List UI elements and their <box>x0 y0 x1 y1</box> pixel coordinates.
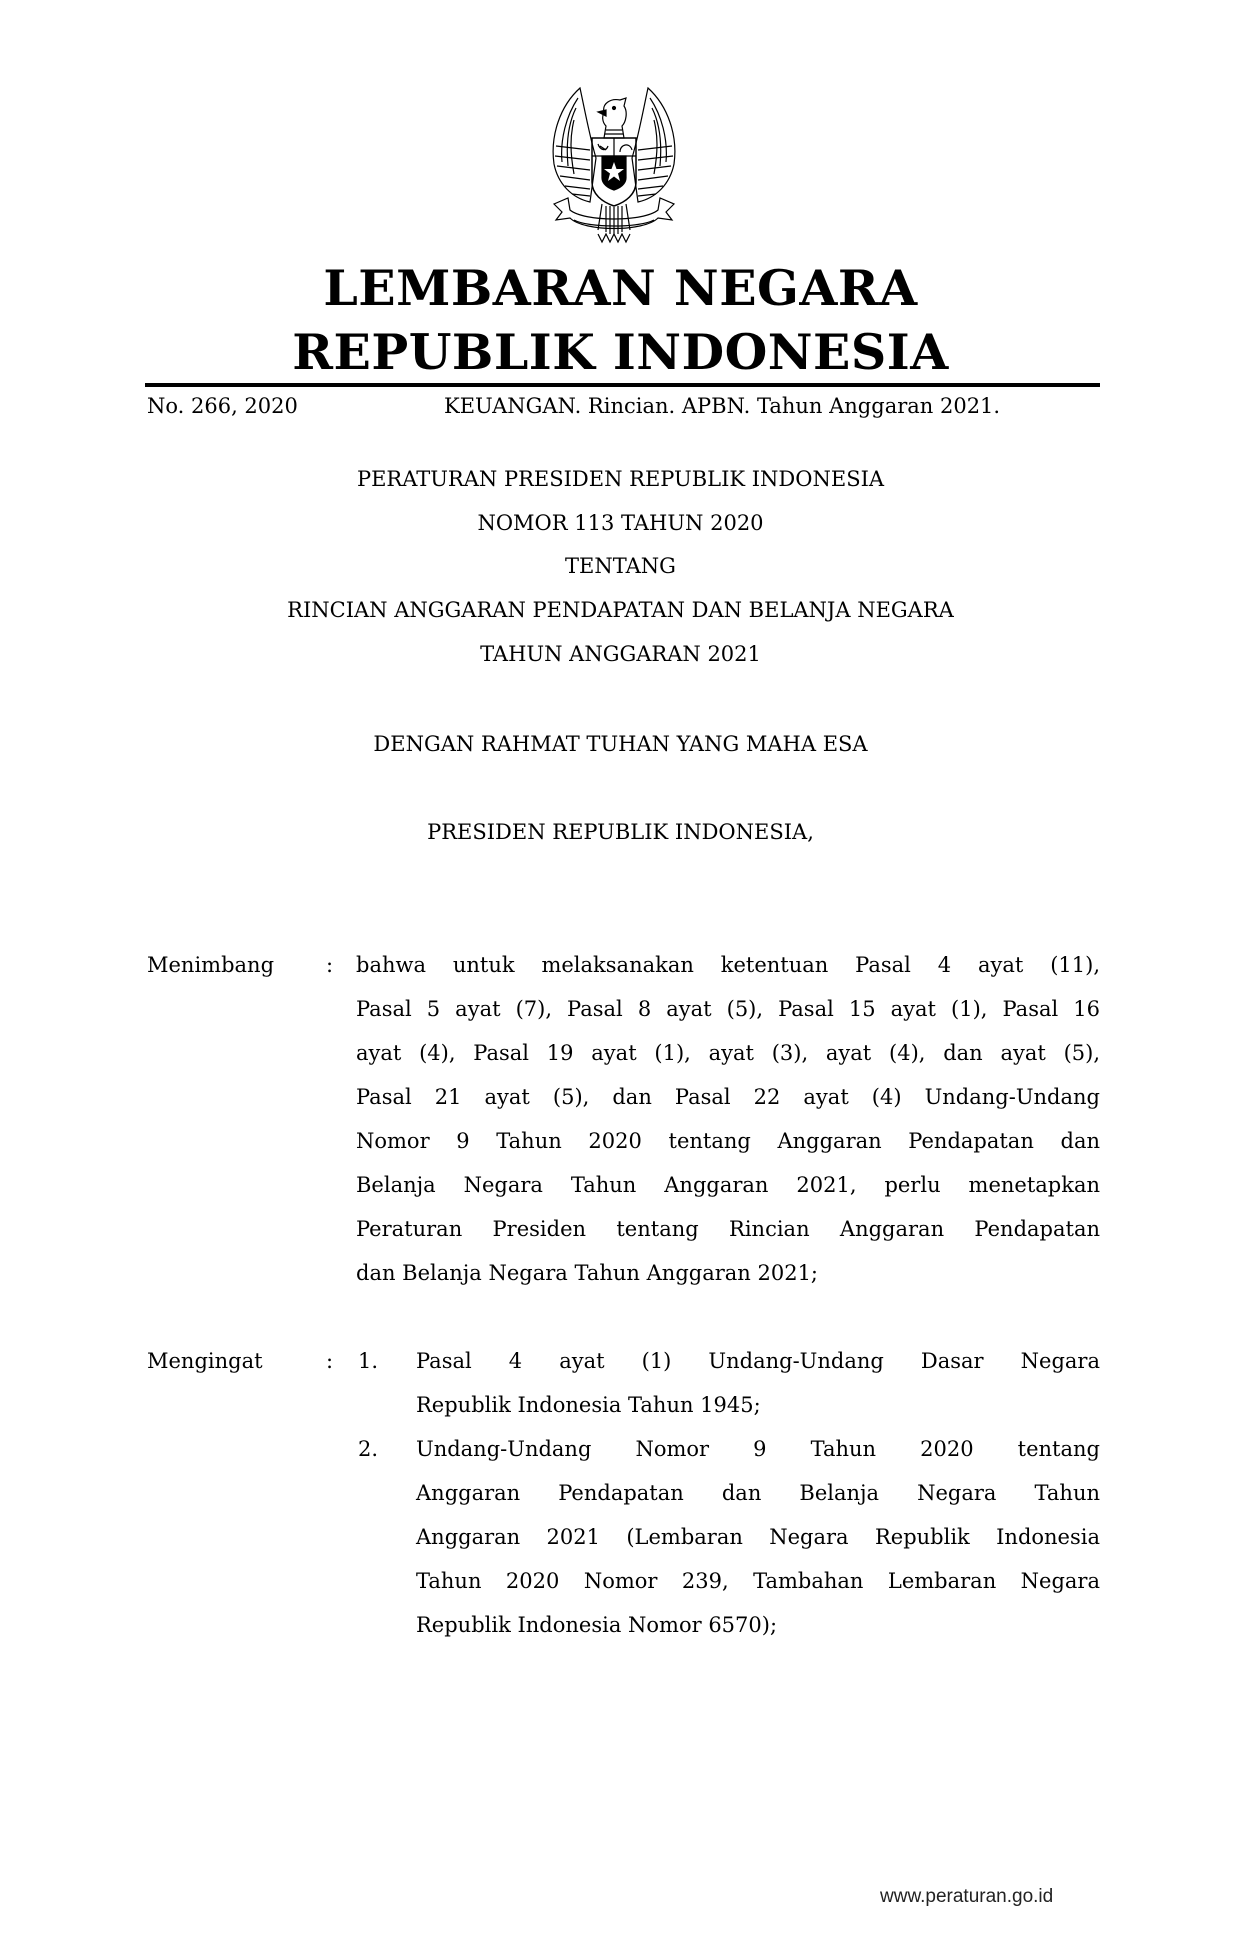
invocation-line: DENGAN RAHMAT TUHAN YANG MAHA ESA <box>373 732 868 756</box>
menimbang-line: Belanja Negara Tahun Anggaran 2021, perlu menetapkan <box>356 1173 1100 1197</box>
gazette-title-line2: REPUBLIK INDONESIA <box>292 323 949 381</box>
menimbang-label: Menimbang <box>147 953 275 977</box>
mengingat-line: Republik Indonesia Nomor 6570); <box>416 1613 778 1637</box>
header-rule-divider <box>145 383 1100 387</box>
regulation-type-heading: PERATURAN PRESIDEN REPUBLIK INDONESIA <box>356 467 885 491</box>
menimbang-line: ayat (4), Pasal 19 ayat (1), ayat (3), ayat (4), dan ayat (5), <box>356 1041 1100 1065</box>
regulation-about-heading: TENTANG <box>565 554 676 578</box>
mengingat-line: Republik Indonesia Tahun 1945; <box>416 1393 761 1417</box>
footer-website-link[interactable]: www.peraturan.go.id <box>880 1886 1054 1907</box>
gazette-category: KEUANGAN. Rincian. APBN. Tahun Anggaran 2021. <box>444 394 1001 418</box>
menimbang-line: Nomor 9 Tahun 2020 tentang Anggaran Pendapatan dan <box>356 1129 1100 1153</box>
gazette-title-line1: LEMBARAN NEGARA <box>323 259 918 317</box>
mengingat-line: Tahun 2020 Nomor 239, Tambahan Lembaran Negara <box>416 1569 1100 1593</box>
menimbang-line: Peraturan Presiden tentang Rincian Anggaran Pendapatan <box>356 1217 1100 1241</box>
mengingat-line: Anggaran Pendapatan dan Belanja Negara Tahun <box>416 1481 1100 1505</box>
mengingat-label: Mengingat <box>147 1349 263 1373</box>
menimbang-line: Pasal 5 ayat (7), Pasal 8 ayat (5), Pasal 15 ayat (1), Pasal 16 <box>356 997 1100 1021</box>
regulation-subject-heading: RINCIAN ANGGARAN PENDAPATAN DAN BELANJA NEGARA <box>287 598 954 622</box>
menimbang-line: Pasal 21 ayat (5), dan Pasal 22 ayat (4) Undang-Undang <box>356 1085 1100 1109</box>
mengingat-line: Pasal 4 ayat (1) Undang-Undang Dasar Negara <box>416 1349 1100 1373</box>
list-item-number: 1. <box>358 1349 379 1373</box>
issuer-line: PRESIDEN REPUBLIK INDONESIA, <box>427 820 814 844</box>
garuda-emblem-icon <box>540 86 688 244</box>
menimbang-line: bahwa untuk melaksanakan ketentuan Pasal 4 ayat (11), <box>356 953 1100 977</box>
regulation-year-heading: TAHUN ANGGARAN 2021 <box>480 642 761 666</box>
mengingat-line: Undang-Undang Nomor 9 Tahun 2020 tentang <box>416 1437 1100 1461</box>
mengingat-line: Anggaran 2021 (Lembaran Negara Republik Indonesia <box>416 1525 1100 1549</box>
list-item-number: 2. <box>358 1437 379 1461</box>
gazette-number: No. 266, 2020 <box>147 394 298 418</box>
mengingat-colon: : <box>326 1349 334 1373</box>
regulation-number-heading: NOMOR 113 TAHUN 2020 <box>477 511 764 535</box>
menimbang-line: dan Belanja Negara Tahun Anggaran 2021; <box>356 1261 819 1285</box>
menimbang-colon: : <box>326 953 334 977</box>
